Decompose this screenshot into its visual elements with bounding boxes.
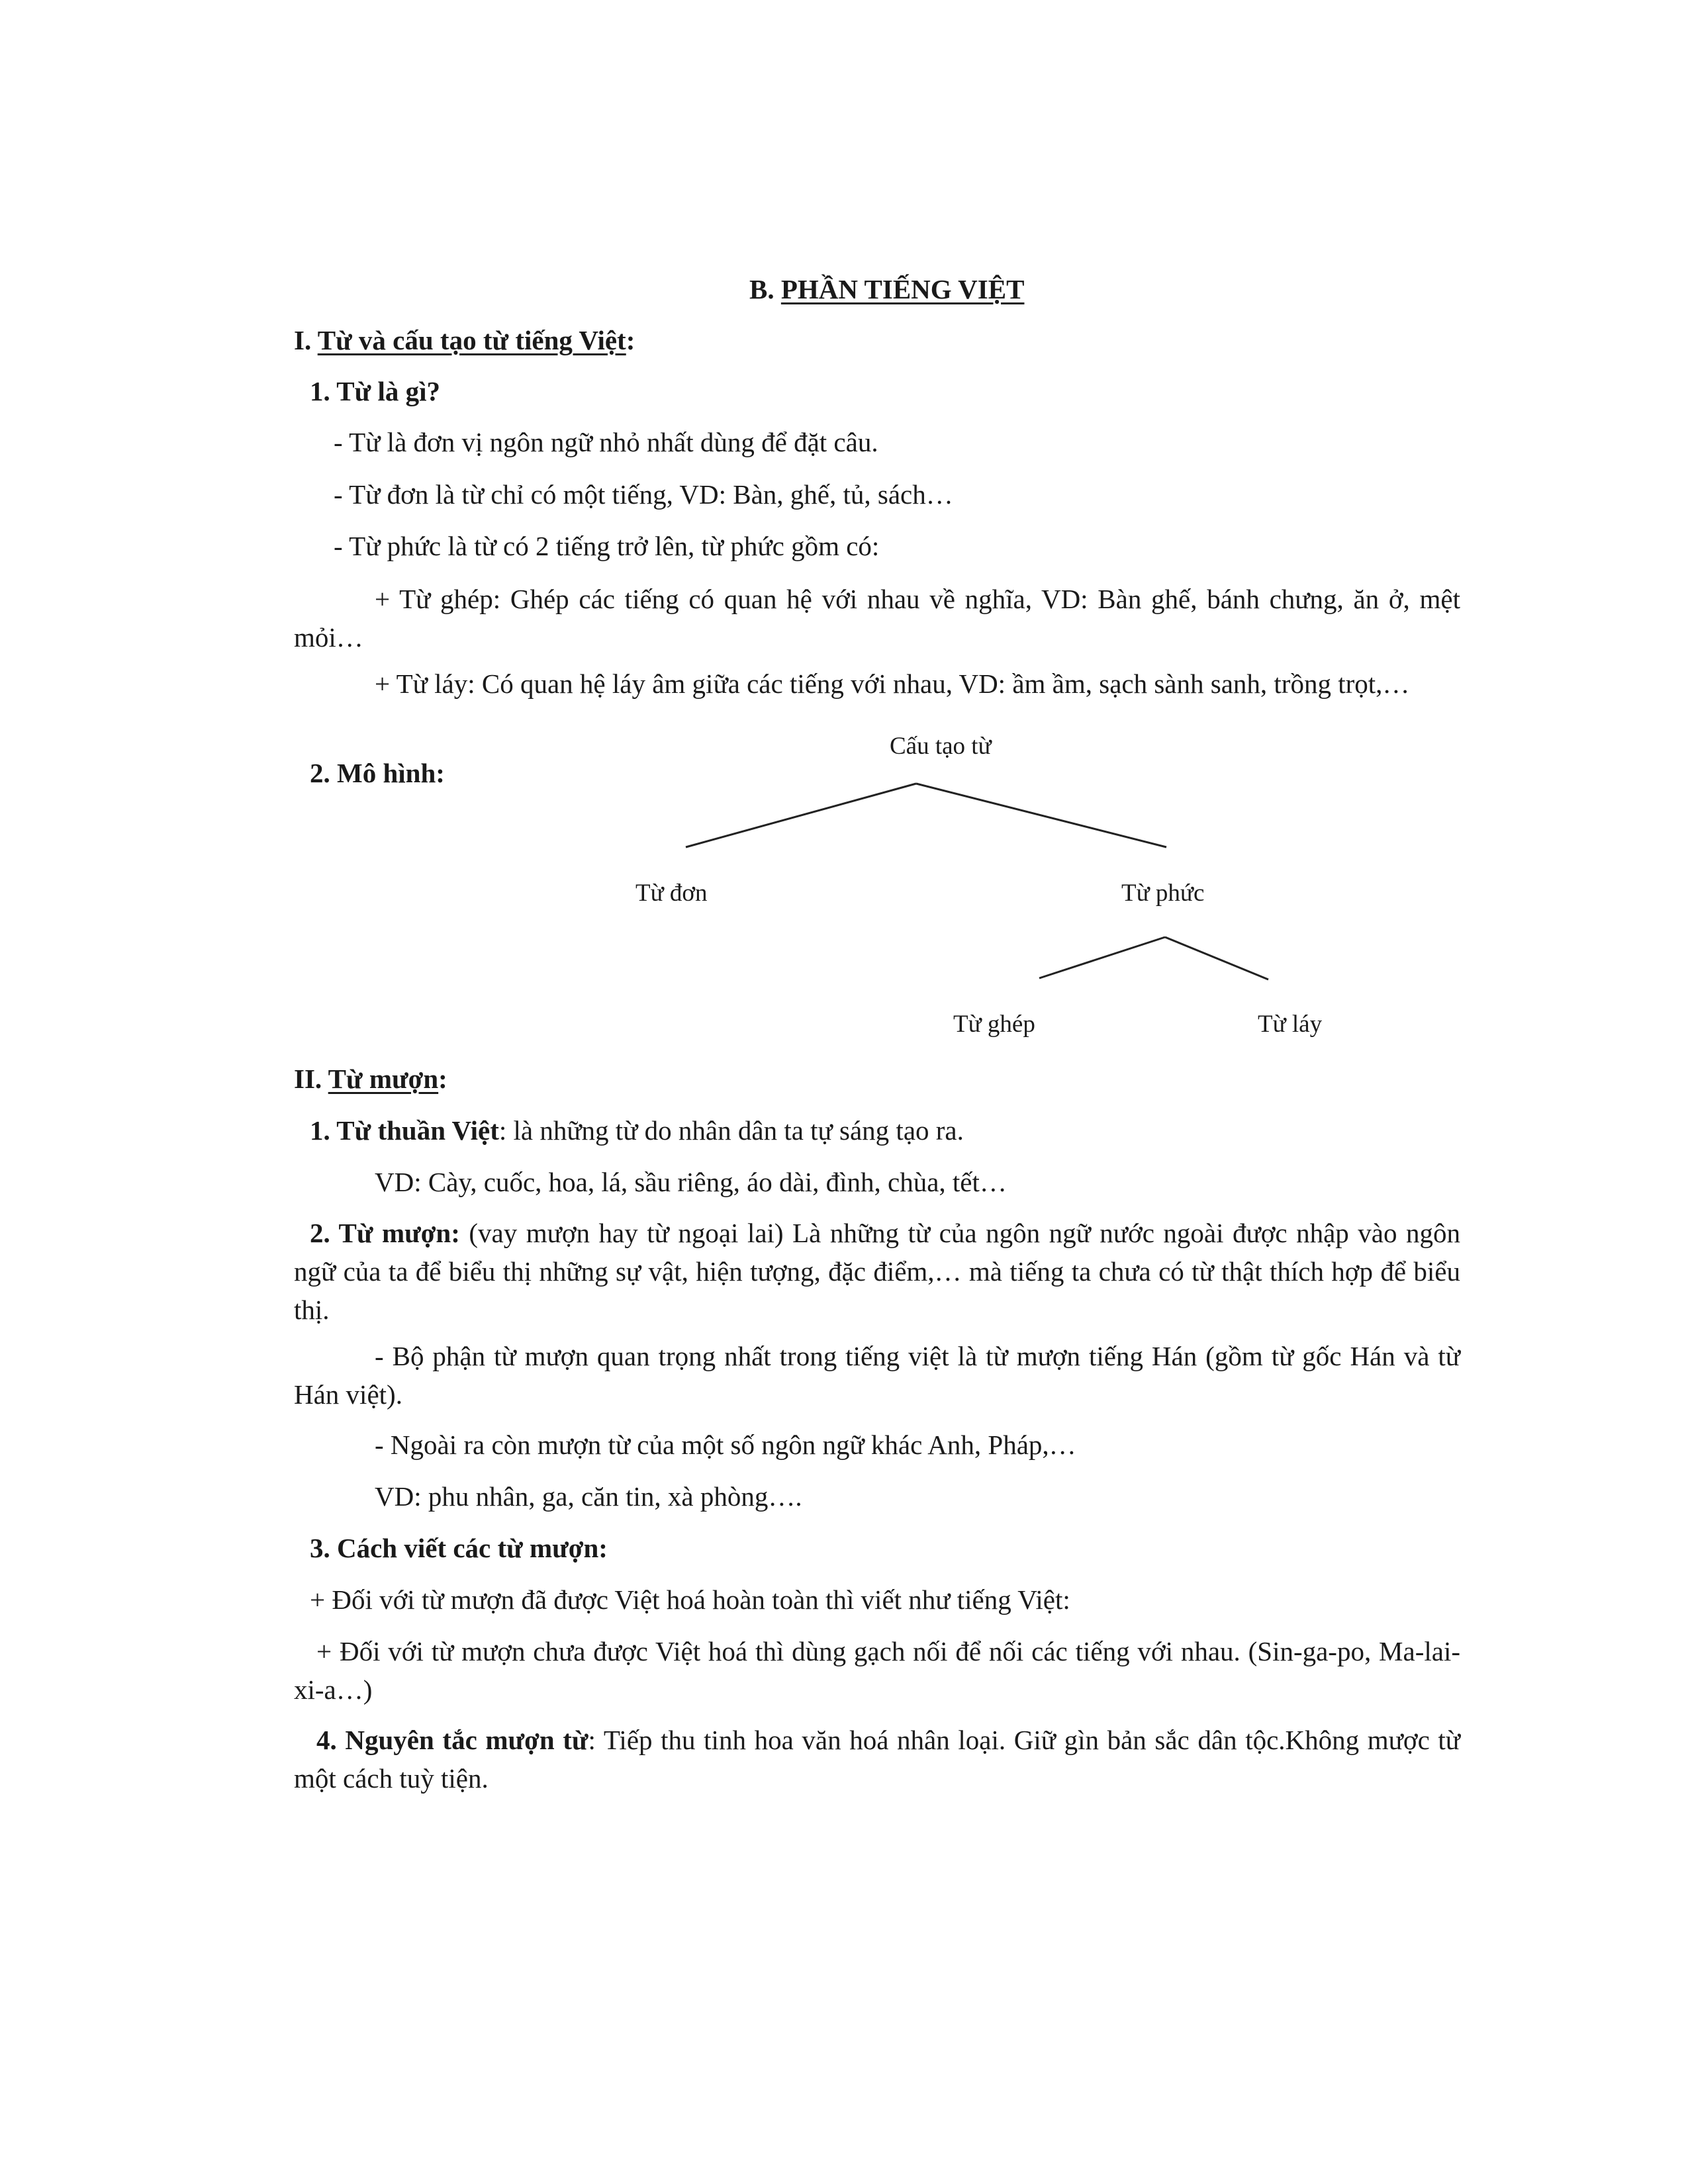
tu-muon-bullet-1: - Bộ phận từ mượn quan trọng nhất trong tiếng việt là từ mượn tiếng Hán (gồm từ gốc Hán và từ Hán việt). — [294, 1341, 1460, 1410]
section-2-title: Từ mượn — [328, 1064, 439, 1094]
tu-muon-label: 2. Từ mượn: — [310, 1218, 460, 1248]
branch-phuc-left — [1039, 937, 1165, 978]
definition-line-1: - Từ là đơn vị ngôn ngữ nhỏ nhất dùng để đặt câu. — [334, 427, 878, 457]
tu-thuan-viet-text: : là những từ do nhân dân ta tự sáng tạo ra. — [498, 1115, 964, 1146]
title-prefix: B. — [749, 274, 781, 304]
tu-thuan-viet-example: VD: Cày, cuốc, hoa, lá, sầu riêng, áo dài, đình, chùa, tết… — [375, 1167, 1007, 1197]
tu-muon-text: (vay mượn hay từ ngoại lai) Là những từ của ngôn ngữ nước ngoài được nhập vào ngôn ngữ của ta để biểu thị những sự vật, hiện tượng, đặc điểm,… mà tiếng ta chưa có từ thật thích hợp để biểu thị. — [294, 1218, 1461, 1325]
branch-phuc-right — [1165, 937, 1268, 979]
section-2-colon: : — [438, 1064, 447, 1094]
cach-viet-line-1: + Đối với từ mượn đã được Việt hoá hoàn toàn thì viết như tiếng Việt: — [310, 1584, 1070, 1615]
diagram-tu-ghep-label: Từ ghép — [953, 1011, 1035, 1038]
tu-muon-paragraph — [294, 1214, 1460, 1329]
title-main: PHẦN TIẾNG VIỆT — [780, 274, 1025, 304]
nguyen-tac-text: : Tiếp thu tinh hoa văn hoá nhân loại. Giữ gìn bản sắc dân tộc.Không mược từ một cách tuỳ tiện. — [294, 1725, 1461, 1794]
branch-root-left — [686, 784, 916, 847]
nguyen-tac-label: 4. Nguyên tắc mượn từ — [316, 1725, 588, 1755]
definition-line-2: - Từ đơn là từ chỉ có một tiếng, VD: Bàn, ghế, tủ, sách… — [334, 479, 953, 510]
tu-thuan-viet-label: 1. Từ thuần Việt — [310, 1115, 499, 1146]
subsection-3-heading: 3. Cách viết các từ mượn: — [310, 1533, 608, 1563]
section-1-title: Từ và cấu tạo từ tiếng Việt — [317, 325, 626, 355]
cach-viet-line-2: + Đối với từ mượn chưa được Việt hoá thì dùng gạch nối để nối các tiếng với nhau. (Sin-ga-po, Ma-lai-xi-a…) — [294, 1636, 1460, 1705]
subsection-2-heading: 2. Mô hình: — [310, 758, 445, 788]
subsection-1-heading: 1. Từ là gì? — [310, 376, 440, 406]
section-1-colon: : — [626, 325, 635, 355]
definition-line-3: - Từ phức là từ có 2 tiếng trở lên, từ phức gồm có: — [334, 531, 880, 561]
diagram-tu-phuc-label: Từ phức — [1121, 880, 1205, 907]
diagram-tu-don-label: Từ đơn — [635, 880, 708, 907]
tu-thuan-viet-line — [310, 1114, 964, 1147]
tu-lay-paragraph: + Từ láy: Có quan hệ láy âm giữa các tiếng với nhau, VD: ầm ầm, sạch sành sanh, trồng trọt,… — [375, 668, 1410, 699]
branch-root-right — [916, 784, 1166, 847]
tu-ghep-paragraph: + Từ ghép: Ghép các tiếng có quan hệ với nhau về nghĩa, VD: Bàn ghế, bánh chưng, ăn ở, mệt mỏi… — [294, 584, 1460, 653]
section-1-roman: I. — [294, 325, 318, 355]
section-2-heading — [294, 1062, 447, 1095]
tu-muon-example: VD: phu nhân, ga, căn tin, xà phòng…. — [375, 1481, 802, 1512]
tu-muon-bullet-2: - Ngoài ra còn mượn từ của một số ngôn ngữ khác Anh, Pháp,… — [375, 1430, 1076, 1460]
section-2-roman: II. — [294, 1064, 328, 1094]
diagram-tu-lay-label: Từ láy — [1258, 1011, 1323, 1038]
nguyen-tac-paragraph — [294, 1721, 1460, 1797]
diagram-root-label: Cấu tạo từ — [890, 733, 992, 760]
